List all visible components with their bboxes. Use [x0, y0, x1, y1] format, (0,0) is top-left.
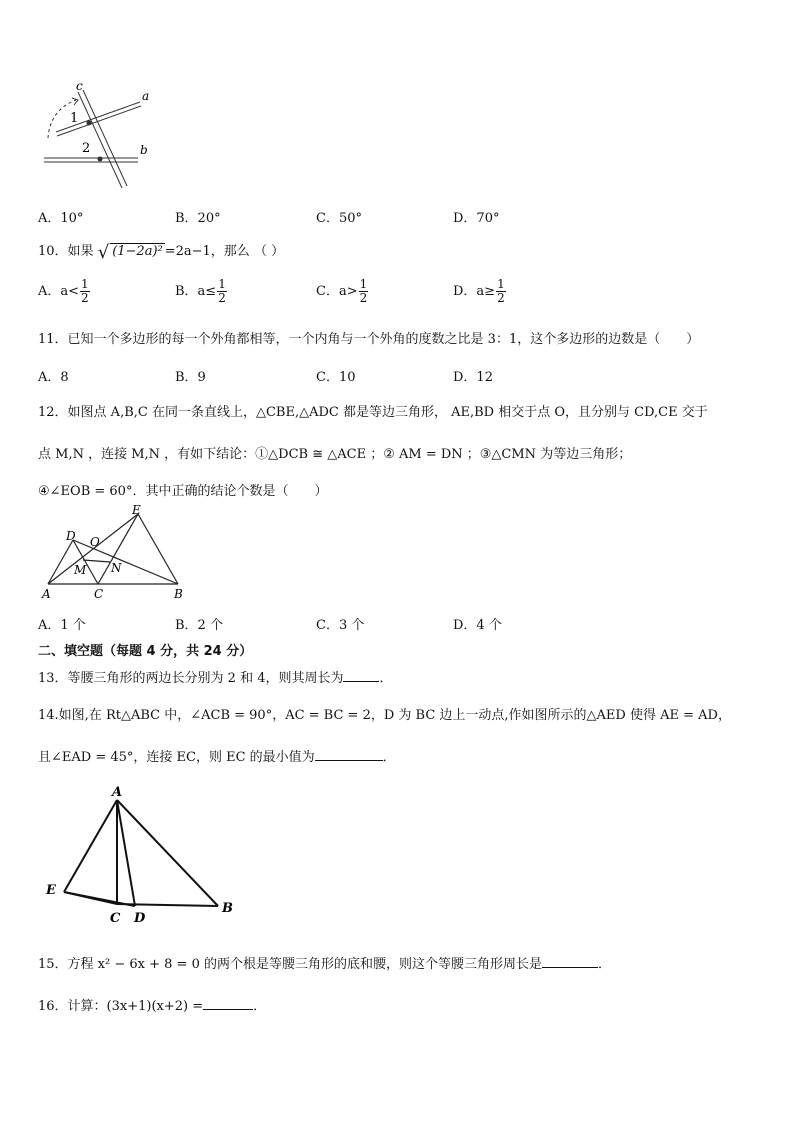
q9-figure	[38, 80, 158, 192]
q12-label-b: B	[174, 587, 183, 601]
q14-label-e: E	[46, 883, 56, 898]
q10-option-b[interactable]: B．a≤ $\frac{1}{2}$	[175, 277, 226, 305]
q14-label-c: C	[110, 911, 121, 926]
q10-number: 10．	[38, 244, 68, 259]
q9-option-c[interactable]: C．50°	[316, 211, 362, 226]
q12-label-a: A	[42, 587, 51, 601]
q12-stem-line2: 点 M,N ，连接 M,N ，有如下结论：①△DCB ≅ △ACE ；② AM = DN ；③△CMN 为等边三角形；	[38, 447, 632, 462]
q14-label-a: A	[112, 785, 123, 800]
q12-label-c: C	[94, 587, 104, 601]
q13-stem: 13．等腰三角形的两边长分别为 2 和 4，则其周长为 ．	[38, 671, 393, 686]
q10-stem: 10．如果 √ (1−2a)² =2a−1，那么 （ ）	[38, 242, 285, 263]
q12-label-m: M	[74, 563, 87, 577]
q9-label-b: b	[140, 143, 148, 157]
q10-option-a[interactable]: A．a< $\frac{1}{2}$	[38, 277, 89, 305]
q12-stem-line1: 12．如图点 A,B,C 在同一条直线上，△CBE,△ADC 都是等边三角形， AE,BD 相交于点 O，且分别与 CD,CE 交于	[38, 405, 708, 420]
q9-label-1: 1	[70, 111, 79, 126]
q14-answer-blank[interactable]	[315, 748, 383, 761]
q9-label-c: c	[76, 80, 83, 93]
q14-label-b: B	[222, 901, 233, 916]
q14-figure	[40, 782, 240, 927]
q9-label-a: a	[142, 89, 150, 103]
q9-option-b[interactable]: B．20°	[175, 211, 221, 226]
q12-option-c[interactable]: C．3 个	[316, 618, 365, 633]
q12-label-e: E	[132, 503, 141, 517]
q12-label-o: O	[90, 535, 100, 549]
q10-option-c[interactable]: C．a> $\frac{1}{2}$	[316, 277, 368, 305]
q12-stem-line3: ④∠EOB = 60°．其中正确的结论个数是（ ）	[38, 484, 328, 499]
q11-stem: 11．已知一个多边形的每一个外角都相等，一个内角与一个外角的度数之比是 3：1，这个多边形的边数是（ ）	[38, 332, 700, 347]
q15-answer-blank[interactable]	[542, 955, 598, 968]
q12-option-d[interactable]: D．4 个	[453, 618, 502, 633]
q14-stem-line2: 且∠EAD = 45°，连接 EC，则 EC 的最小值为 ．	[38, 750, 396, 765]
q10-option-d[interactable]: D．a≥ $\frac{1}{2}$	[453, 277, 505, 305]
q13-answer-blank[interactable]	[343, 669, 379, 682]
q12-option-b[interactable]: B．2 个	[175, 618, 223, 633]
q9-option-a[interactable]: A．10°	[38, 211, 84, 226]
q15-stem: 15．方程 x² − 6x + 8 = 0 的两个根是等腰三角形的底和腰，则这个等腰三角形周长是 ．	[38, 957, 611, 972]
q12-figure	[38, 502, 188, 602]
q11-option-c[interactable]: C．10	[316, 370, 356, 385]
q14-label-d: D	[134, 911, 146, 926]
q16-answer-blank[interactable]	[203, 997, 253, 1010]
q12-label-d: D	[66, 529, 76, 543]
q9-label-2: 2	[82, 141, 91, 156]
q14-stem-line1: 14.如图,在 Rt△ABC 中，∠ACB = 90°，AC = BC = 2，D 为 BC 边上一动点,作如图所示的△AED 使得 AE = AD，	[38, 708, 731, 723]
q9-option-d[interactable]: D．70°	[453, 211, 500, 226]
q12-label-n: N	[111, 561, 122, 575]
section2-title: 二、填空题（每题 4 分，共 24 分）	[38, 644, 253, 659]
q10-prefix: 如果	[67, 244, 94, 259]
q16-stem: 16．计算：(3x+1)(x+2) = ．	[38, 999, 267, 1014]
q12-option-a[interactable]: A．1 个	[38, 618, 86, 633]
q11-option-b[interactable]: B．9	[175, 370, 206, 385]
q11-option-a[interactable]: A．8	[38, 370, 69, 385]
q10-radicand: (1−2a)²	[112, 244, 163, 259]
q11-option-d[interactable]: D．12	[453, 370, 493, 385]
q10-suffix: =2a−1，那么 （ ）	[164, 244, 285, 259]
